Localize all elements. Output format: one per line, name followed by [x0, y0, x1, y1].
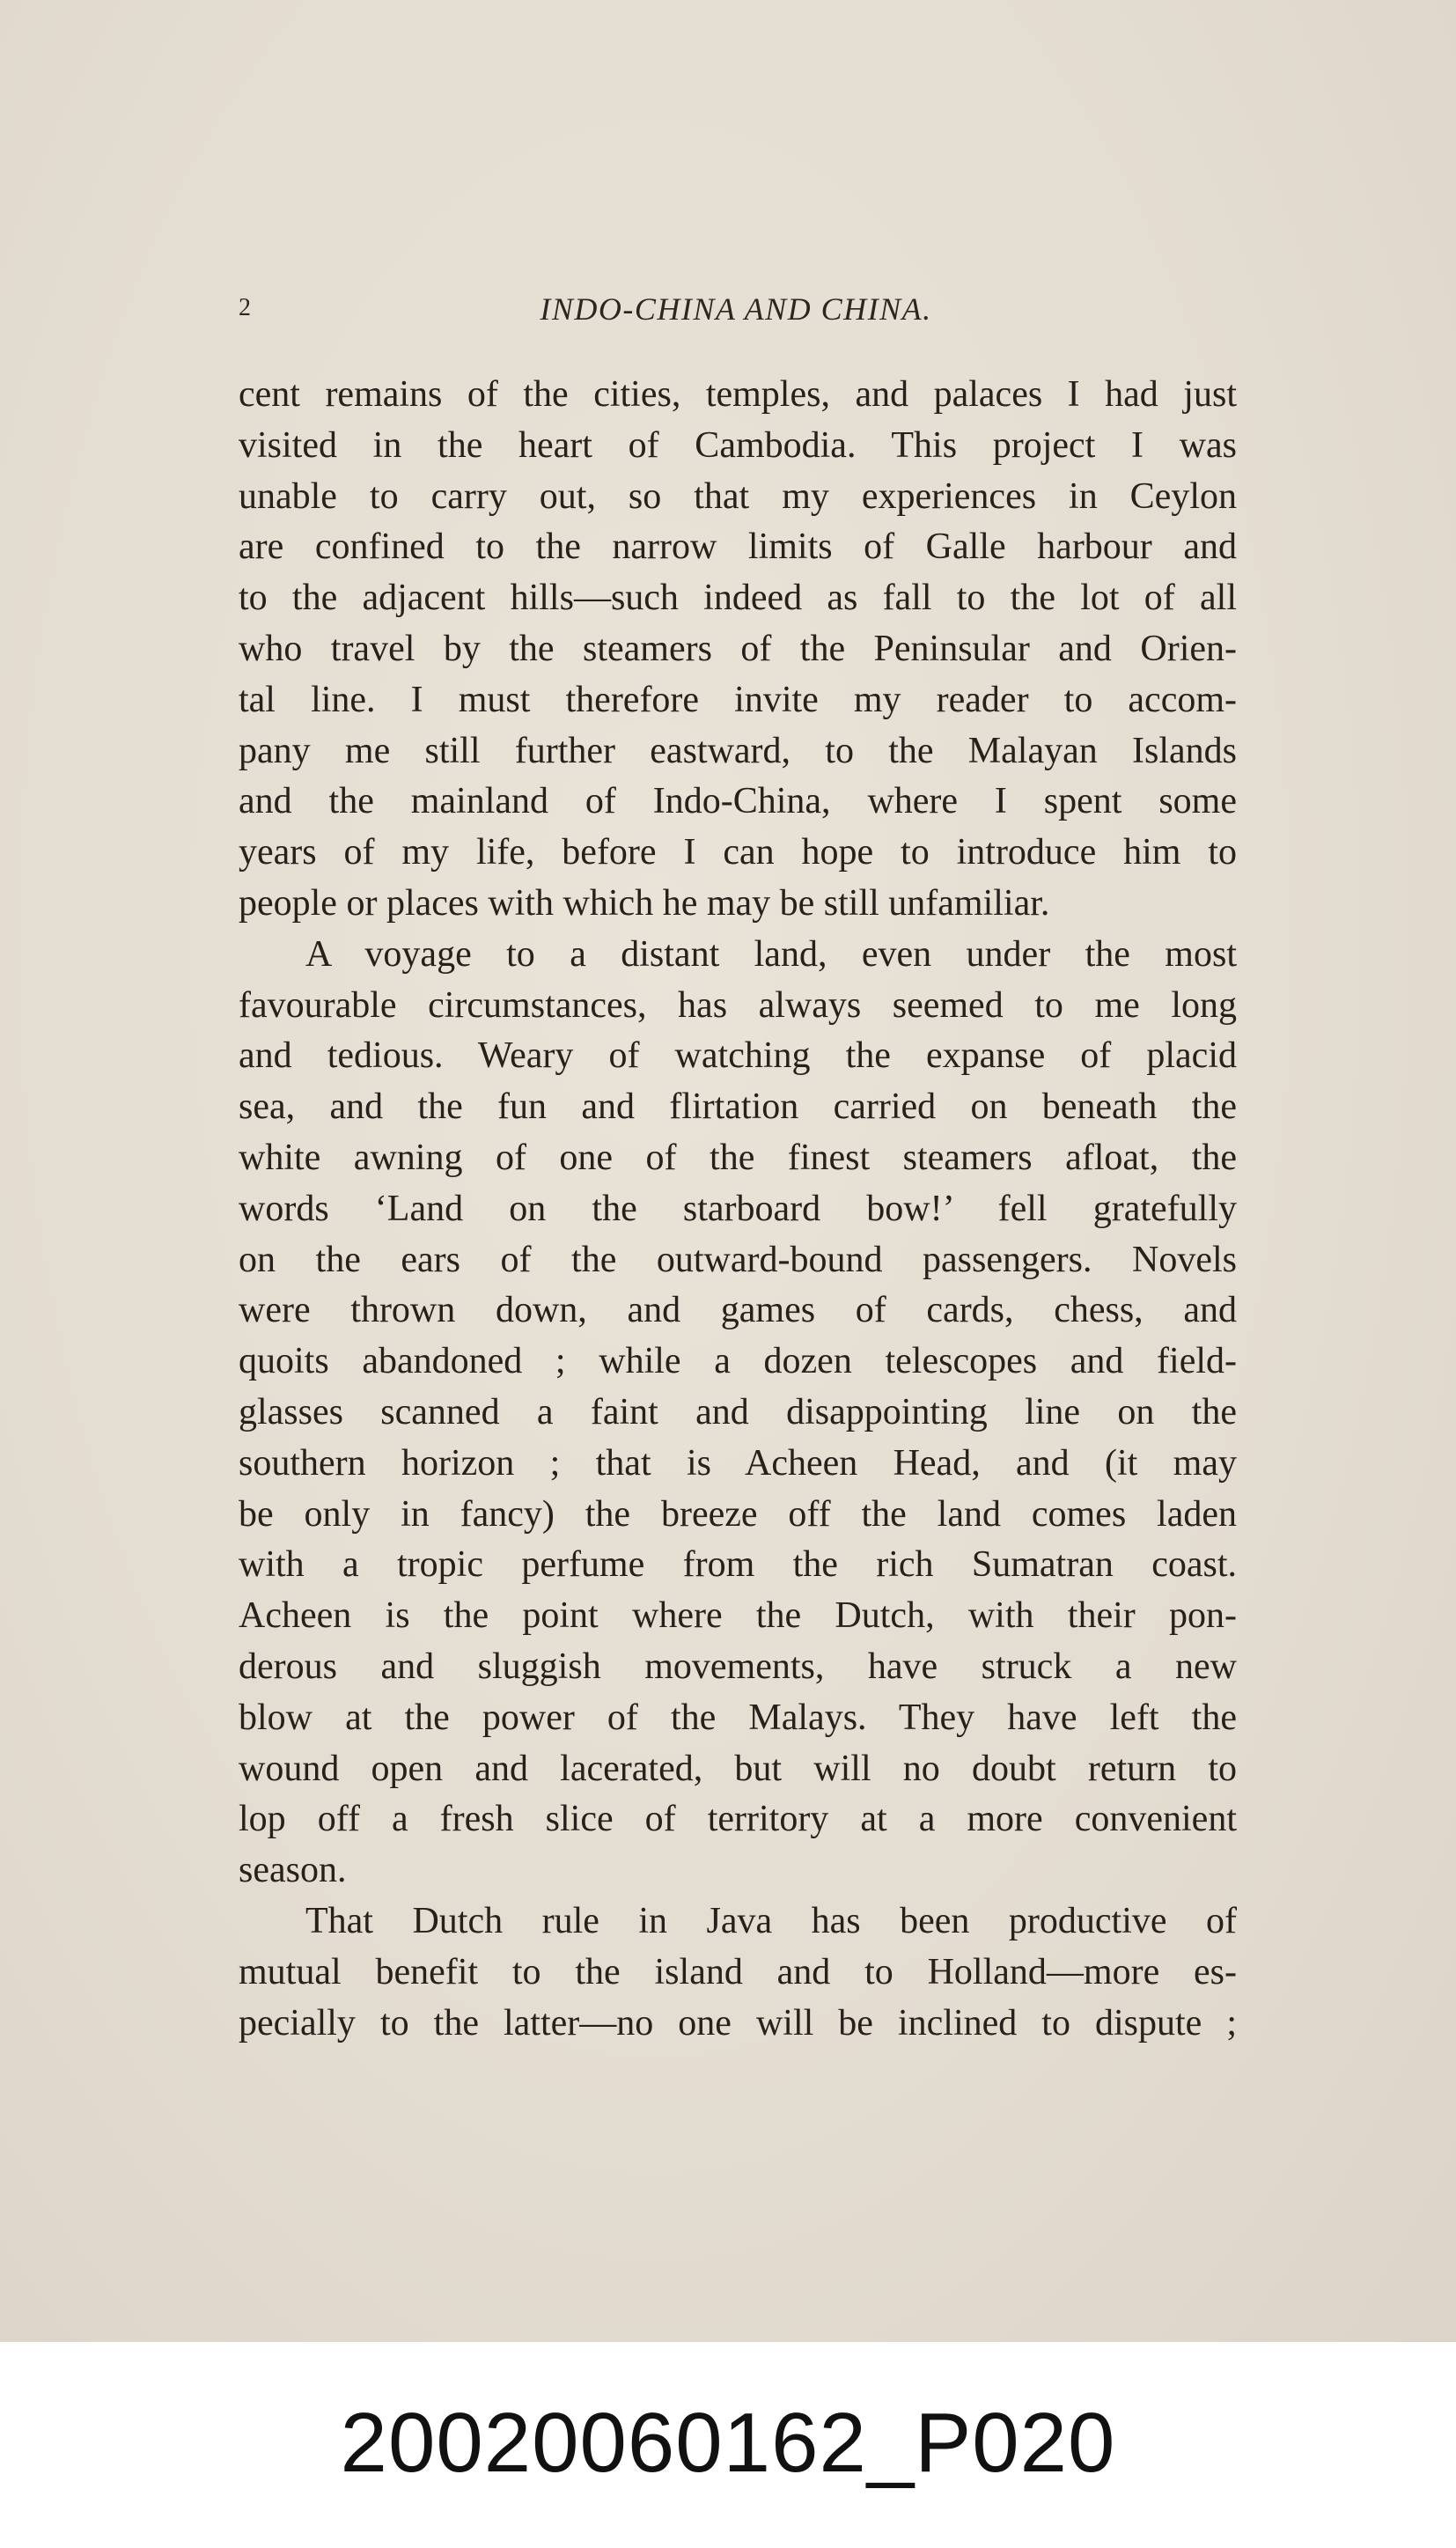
text-line: and the mainland of Indo-China, where I spent some [239, 781, 1237, 822]
text-line: words ‘Land on the starboard bow!’ fell gratefully [239, 1188, 1237, 1229]
text-line: pany me still further eastward, to the Malayan Islands [239, 730, 1237, 771]
text-line: glasses scanned a faint and disappointing line on the [239, 1391, 1237, 1432]
text-line: Acheen is the point where the Dutch, with their pon- [239, 1595, 1237, 1637]
text-line: southern horizon ; that is Acheen Head, and (it may [239, 1442, 1237, 1484]
text-line: season. [239, 1850, 347, 1891]
text-line: unable to carry out, so that my experiences in Ceylon [239, 475, 1237, 517]
text-line: pecially to the latter—no one will be inclined to dispute ; [239, 2002, 1237, 2044]
text-line: white awning of one of the finest steamers afloat, the [239, 1137, 1237, 1178]
text-line: quoits abandoned ; while a dozen telescopes and field- [239, 1341, 1237, 1382]
text-line: people or places with which he may be still unfamiliar. [239, 882, 1050, 924]
body-text [239, 370, 1237, 2049]
text-line: were thrown down, and games of cards, chess, and [239, 1290, 1237, 1331]
text-line: with a tropic perfume from the rich Sumatran coast. [239, 1544, 1237, 1586]
image-id-label: 20020060162_P020 [340, 2396, 1116, 2490]
text-line: visited in the heart of Cambodia. This project I was [239, 424, 1237, 466]
text-line: lop off a fresh slice of territory at a more convenient [239, 1799, 1237, 1840]
text-line: derous and sluggish movements, have struck a new [239, 1646, 1237, 1687]
text-line: to the adjacent hills—such indeed as fall to the lot of all [239, 578, 1237, 619]
text-line: blow at the power of the Malays. They have left the [239, 1697, 1237, 1738]
text-line: tal line. I must therefore invite my reader to accom- [239, 679, 1237, 720]
text-line: That Dutch rule in Java has been productive of [305, 1900, 1237, 1941]
text-line: are confined to the narrow limits of Galle harbour and [239, 527, 1237, 568]
text-line: years of my life, before I can hope to introduce him to [239, 832, 1237, 873]
page-number: 2 [239, 294, 251, 321]
text-line: wound open and lacerated, but will no doubt return to [239, 1748, 1237, 1789]
text-line: favourable circumstances, has always seemed to me long [239, 984, 1237, 1026]
text-line: who travel by the steamers of the Peninsular and Orien- [239, 628, 1237, 669]
text-line: and tedious. Weary of watching the expanse of placid [239, 1035, 1237, 1077]
text-line: sea, and the fun and flirtation carried on beneath the [239, 1086, 1237, 1128]
text-line: be only in fancy) the breeze off the land comes laden [239, 1493, 1237, 1535]
running-head [239, 291, 1233, 335]
text-line: on the ears of the outward-bound passengers. Novels [239, 1239, 1237, 1280]
text-line: cent remains of the cities, temples, and palaces I had just [239, 374, 1237, 415]
running-head-title: INDO-CHINA AND CHINA. [540, 291, 932, 327]
footer-strip [0, 2342, 1456, 2548]
text-line: mutual benefit to the island and to Holland—more es- [239, 1951, 1237, 1992]
text-line: A voyage to a distant land, even under the most [305, 933, 1237, 975]
